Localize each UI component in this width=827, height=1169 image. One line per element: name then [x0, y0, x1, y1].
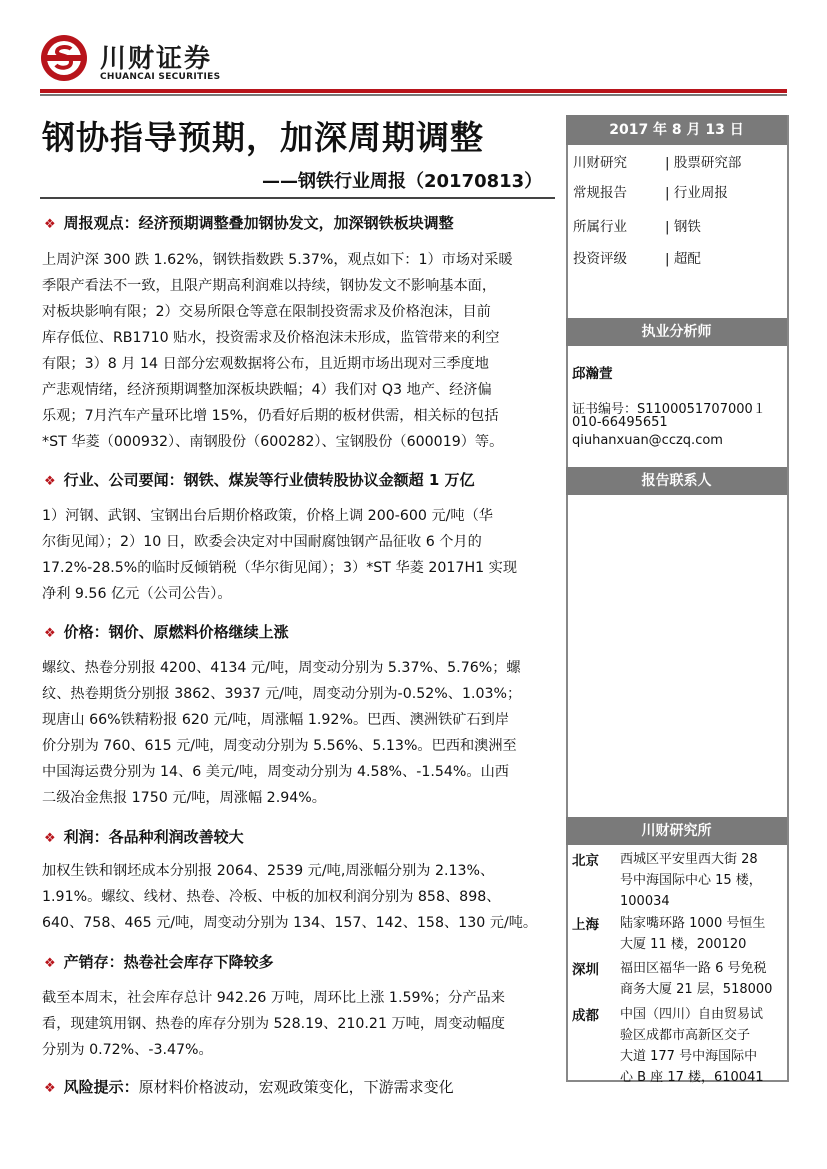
section-heading-risk: ❖ 风险提示：原材料价格波动，宏观政策变化，下游需求变化 — [44, 1078, 454, 1096]
section-body-news: 1）河钢、武钢、宝钢出台后期价格政策，价格上调 200-600 元/吨（华 尔街见闻）；2）10 日，欧委会决定对中国耐腐蚀钢产品征收 6 个月的 17.2%-28.5%的临时反倾销税（华尔街见闻）；3）*ST 华菱 2017H1 实现 净利 9.56 亿元（公司公告）。 — [42, 508, 518, 602]
office-address: 福田区福华一路 6 号免税 商务大厦 21 层，518000 — [620, 961, 773, 997]
section-heading-view: ❖ 周报观点：经济预期调整叠加钢协发文，加深钢铁板块调整 — [44, 214, 454, 232]
analyst-cert: 证书编号：S1100051707000１ — [572, 402, 766, 417]
brand-name-en: CHUANCAI SECURITIES — [100, 72, 221, 82]
header-gray-rule — [40, 94, 787, 96]
contact-heading: 报告联系人 — [566, 467, 787, 495]
institute-heading: 川财研究所 — [566, 817, 787, 845]
section-heading-news: ❖ 行业、公司要闻：钢铁、煤炭等行业债转股协议金额超 1 万亿 — [44, 471, 475, 489]
diamond-bullet-icon: ❖ — [44, 1081, 56, 1096]
meta-row: 川财研究 | 股票研究部 — [573, 155, 742, 171]
office-address: 陆家嘴环路 1000 号恒生 大厦 11 楼，200120 — [620, 916, 766, 952]
header-red-rule — [40, 89, 787, 93]
section-heading-profit: ❖ 利润：各品种利润改善较大 — [44, 828, 244, 846]
office-shanghai: 上海 陆家嘴环路 1000 号恒生 大厦 11 楼，200120 — [572, 913, 786, 957]
title-divider — [40, 197, 555, 199]
analyst-email: qiuhanxuan@cczq.com — [572, 433, 723, 448]
section-body-price: 螺纹、热卷分别报 4200、4134 元/吨，周变动分别为 5.37%、5.76%；螺 纹、热卷期货分别报 3862、3937 元/吨，周变动分别为-0.52%、1.03%； 现唐山 66%铁精粉报 620 元/吨，周涨幅 1.92%。巴西、澳洲铁矿石到岸 价分别为 760、615 元/吨，周变动分别为 5.56%、5.13%。巴西和澳洲至 中国海运费分别为 14、6 美元/吨，周变动分别为 4.58%、-1.54%。山西 二级冶金焦报 1750 元/吨，周涨幅 2.94%。 — [42, 660, 522, 806]
diamond-bullet-icon: ❖ — [44, 831, 56, 846]
analyst-heading: 执业分析师 — [566, 318, 787, 346]
report-title: 钢协指导预期，加深周期调整 — [42, 118, 484, 157]
section-heading-price: ❖ 价格：钢价、原燃料价格继续上涨 — [44, 623, 289, 641]
office-beijing: 北京 西城区平安里西大街 28 号中海国际中心 15 楼， 100034 — [572, 849, 786, 909]
brand-name-cn: 川财证券 — [100, 44, 213, 74]
report-date: 2017 年 8 月 13 日 — [566, 115, 787, 145]
diamond-bullet-icon: ❖ — [44, 474, 56, 489]
office-address: 西城区平安里西大街 28 号中海国际中心 15 楼， 100034 — [620, 852, 762, 909]
shield-s-logo-icon — [40, 34, 88, 82]
office-shenzhen: 深圳 福田区福华一路 6 号免税 商务大厦 21 层，518000 — [572, 958, 786, 1002]
meta-row: 常规报告 | 行业周报 — [573, 185, 728, 201]
section-body-view: 上周沪深 300 跌 1.62%，钢铁指数跌 5.37%，观点如下：1）市场对采暖 季限产看法不一致，且限产期高利润难以持续，钢协发文不影响基本面， 对板块影响有限；2）交易所限仓等意在限制投资需求及价格泡沫，目前 库存低位、RB1710 贴水，投资需求及价格泡沫未形成，监管带来的利空 有限；3）8 月 14 日部分宏观数据将公布，且近期市场出现对三季度地 产悲观情绪，经济预期调整加深板块跌幅；4）我们对 Q3 地产、经济偏 乐观；7月汽车产量环比增 15%，仍看好后期的板材供需，相关标的包括 *ST 华菱（000932）、南钢股份（600282）、宝钢股份（600019）等。 — [42, 252, 513, 450]
office-address: 中国（四川）自由贸易试 验区成都市高新区交子 大道 177 号中海国际中 心 B 座 17 楼，610041 — [620, 1007, 764, 1085]
analyst-phone: 010-66495651 — [572, 415, 668, 430]
section-body-profit: 加权生铁和钢坯成本分别报 2064、2539 元/吨,周涨幅分别为 2.13%、 1.91%。螺纹、线材、热卷、冷板、中板的加权利润分别为 858、898、 640、758、465 元/吨，周变动分别为 134、157、142、158、130 元/吨。 — [42, 863, 538, 931]
section-heading-inventory: ❖ 产销存：热卷社会库存下降较多 — [44, 953, 274, 971]
diamond-bullet-icon: ❖ — [44, 626, 56, 641]
analyst-name: 邱瀚萱 — [572, 366, 613, 382]
report-subtitle: ——钢铁行业周报（20170813） — [262, 171, 543, 192]
section-body-inventory: 截至本周末，社会库存总计 942.26 万吨，周环比上涨 1.59%；分产品来 看，现建筑用钢、热卷的库存分别为 528.19、210.21 万吨，周变动幅度 分别为 0.72%、-3.47%。 — [42, 990, 505, 1058]
meta-row: 所属行业 | 钢铁 — [573, 219, 701, 235]
meta-row: 投资评级 | 超配 — [573, 251, 701, 267]
diamond-bullet-icon: ❖ — [44, 956, 56, 971]
office-chengdu: 成都 中国（四川）自由贸易试 验区成都市高新区交子 大道 177 号中海国际中 心 B 座 17 楼，610041 — [572, 1004, 786, 1088]
diamond-bullet-icon: ❖ — [44, 217, 56, 232]
